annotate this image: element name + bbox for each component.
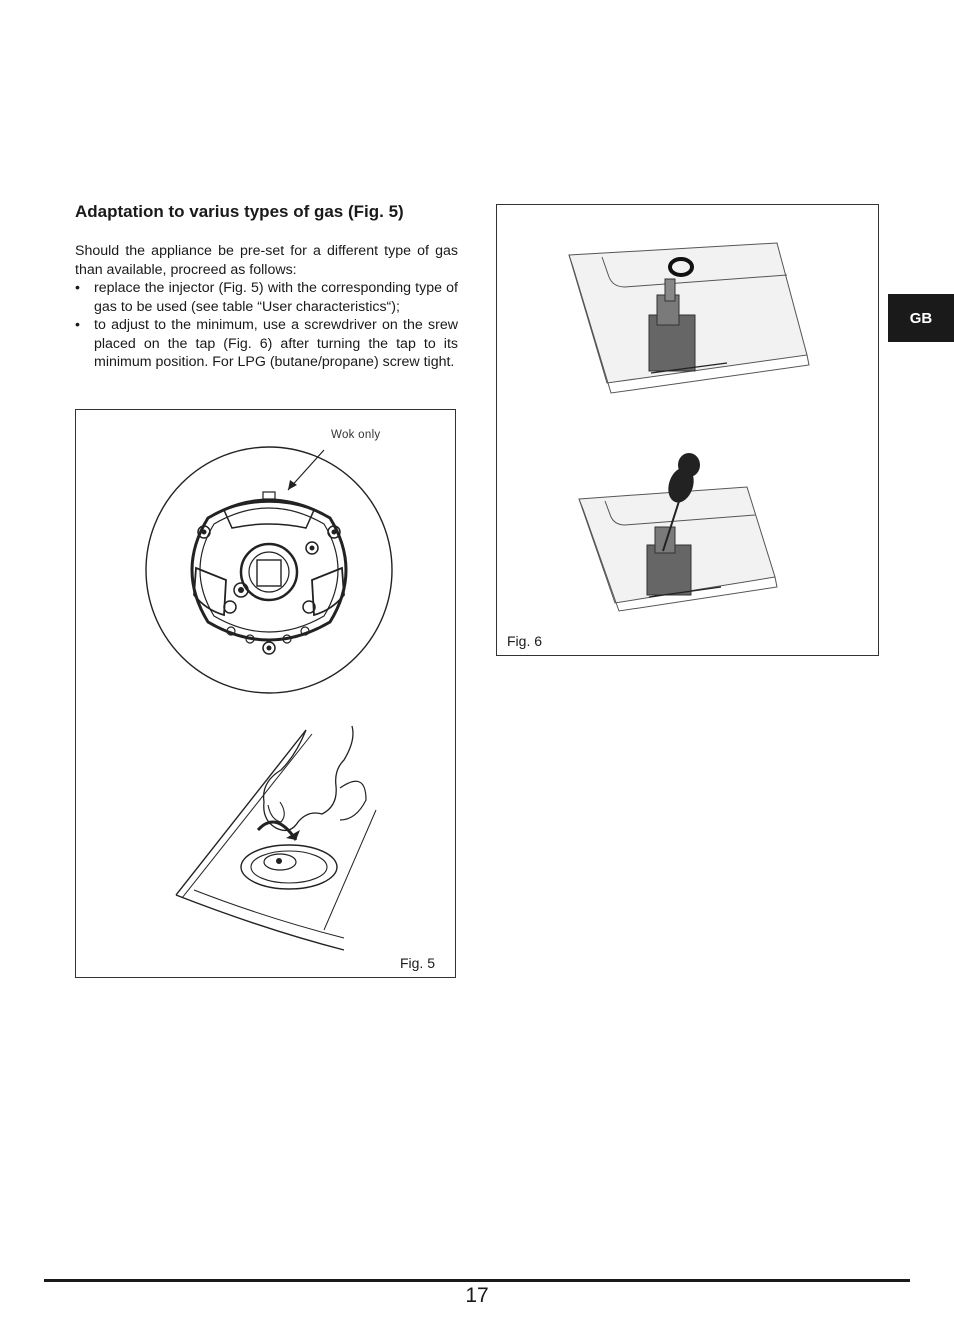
page-number: 17 — [465, 1284, 489, 1307]
figure-6 — [496, 204, 879, 656]
section-heading: Adaptation to varius types of gas (Fig. 5) — [75, 202, 404, 221]
instruction-item: • to adjust to the minimum, use a screwdriver on the srew placed on the tap (Fig. 6) after turning the tap to its minimum position. For LPG (butane/propane) screw tight. — [75, 316, 458, 372]
figure-5-caption: Fig. 5 — [399, 955, 435, 971]
wok-only-callout: Wok only — [331, 429, 381, 441]
instruction-list — [75, 279, 458, 372]
figure-5 — [75, 409, 456, 978]
footer-divider — [44, 1279, 910, 1282]
tap-adjustment-illustration — [497, 205, 880, 657]
language-tab: GB — [888, 294, 954, 342]
figure-6-caption: Fig. 6 — [507, 633, 543, 649]
intro-paragraph: Should the appliance be pre-set for a different type of gas than available, procreed as follows: — [75, 243, 458, 278]
instruction-item: • replace the injector (Fig. 5) with the corresponding type of gas to be used (see table “User characteristics“); — [75, 279, 458, 316]
burner-illustration — [76, 410, 457, 979]
